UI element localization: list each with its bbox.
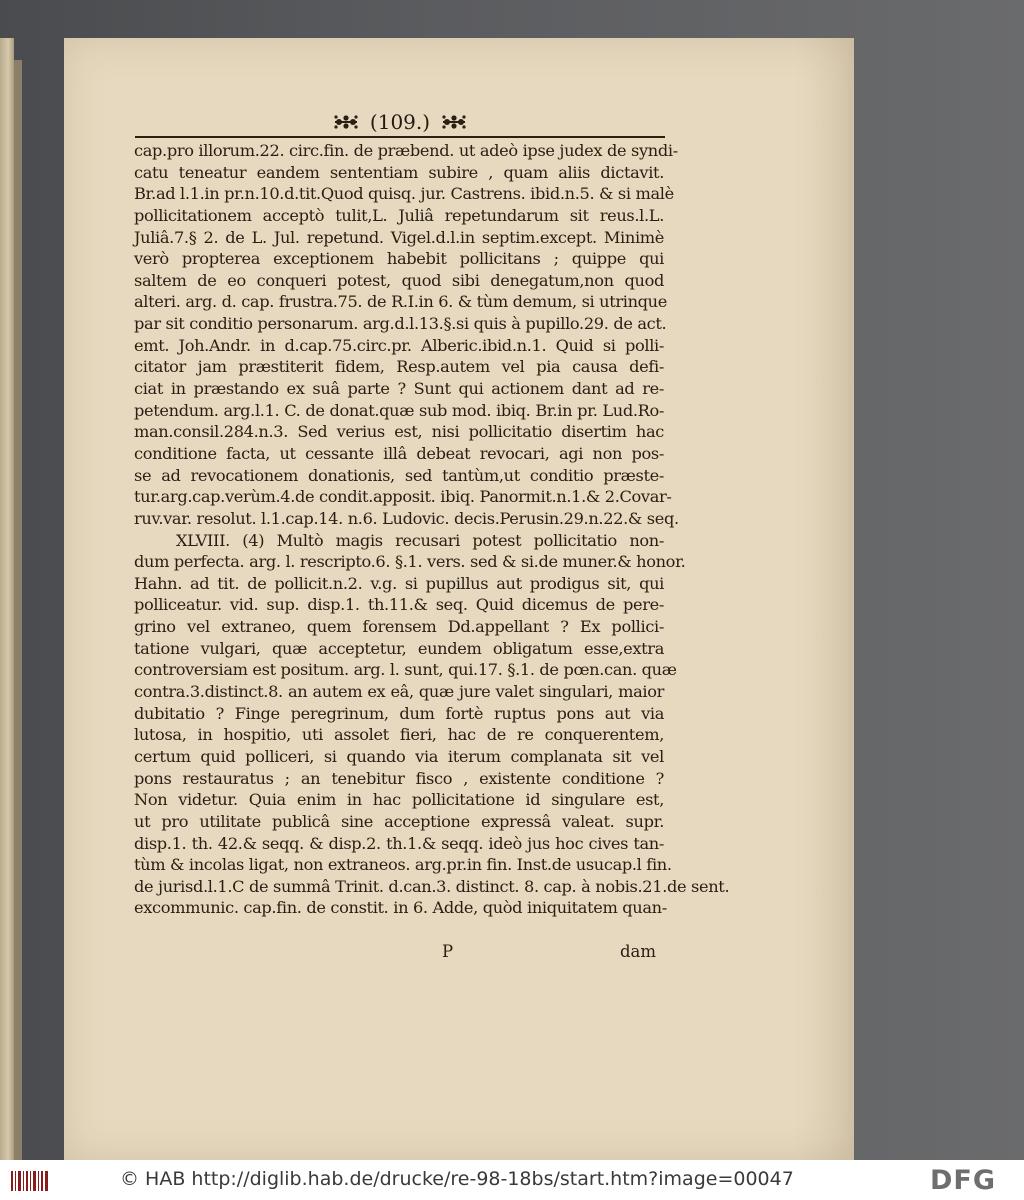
left-ornament-icon xyxy=(333,113,359,131)
text-line: emt. Joh.Andr. in d.cap.75.circ.pr. Alberic.ibid.n.1. Quid si polli- xyxy=(134,335,664,355)
barcode-icon xyxy=(10,1169,50,1193)
text-line: dubitatio ? Finge peregrinum, dum fortè ruptus pons aut via xyxy=(134,703,664,723)
viewer-footer xyxy=(0,1160,1024,1200)
text-line: Non videtur. Quia enim in hac pollicitatione id singulare est, xyxy=(134,790,664,810)
text-line: tùm & incolas ligat, non extraneos. arg.pr.in fin. Inst.de usucap.l fin. xyxy=(134,855,672,875)
text-line: ut pro utilitate publicâ sine acceptione expressâ valeat. supr. xyxy=(134,811,664,831)
text-line: Hahn. ad tit. de pollicit.n.2. v.g. si pupillus aut prodigus sit, qui xyxy=(134,573,664,593)
text-line: disp.1. th. 42.& seqq. & disp.2. th.1.& seqq. ideò jus hoc cives tan- xyxy=(134,833,664,853)
book-gutter xyxy=(14,60,22,1160)
text-line: Juliâ.7.§ 2. de L. Jul. repetund. Vigel.d.l.in septim.except. Minimè xyxy=(134,227,664,247)
signature-mark: P xyxy=(442,942,454,961)
text-line: petendum. arg.l.1. C. de donat.quæ sub mod. ibiq. Br.in pr. Lud.Ro- xyxy=(134,400,664,420)
text-line: excommunic. cap.fin. de constit. in 6. Adde, quòd iniquitatem quan- xyxy=(134,898,667,918)
text-line: tur.arg.cap.verùm.4.de condit.apposit. ibiq. Panormit.n.1.& 2.Covar- xyxy=(134,487,672,507)
text-line: citator jam præstiterit fidem, Resp.autem vel pia causa defi- xyxy=(134,357,664,377)
body-text xyxy=(134,140,730,919)
adjacent-page-edge xyxy=(0,38,14,1160)
text-line: pons restauratus ; an tenebitur fisco , existente conditione ? xyxy=(134,768,664,788)
text-line: controversiam est positum. arg. l. sunt, qui.17. §.1. de pœn.can. quæ xyxy=(134,660,677,680)
text-line: pollicitationem acceptò tulit,L. Juliâ repetundarum sit reus.l.L. xyxy=(134,205,664,225)
catchword: dam xyxy=(619,942,656,961)
right-ornament-icon xyxy=(441,113,467,131)
text-line: ciat in præstando ex suâ parte ? Sunt qui actionem dant ad re- xyxy=(134,379,664,399)
text-line: certum quid polliceri, si quando via iterum complanata sit vel xyxy=(134,746,664,766)
text-line: catu teneatur eandem sententiam subire , quam aliis dictavit. xyxy=(134,162,664,182)
text-line: tatione vulgari, quæ acceptetur, eundem obligatum esse,extra xyxy=(134,638,664,658)
text-line: de jurisd.l.1.C de summâ Trinit. d.can.3. distinct. 8. cap. à nobis.21.de sent. xyxy=(134,876,730,896)
text-line: XLVIII. (4) Multò magis recusari potest pollicitatio non- xyxy=(176,530,664,550)
text-line: lutosa, in hospitio, uti assolet fieri, hac de re conquerentem, xyxy=(134,725,664,745)
text-line: grino vel extraneo, quem forensem Dd.appellant ? Ex pollici- xyxy=(134,617,664,637)
text-line: par sit conditio personarum. arg.d.l.13.§.si quis à pupillo.29. de act. xyxy=(134,314,667,334)
text-line: conditione facta, ut cessante illâ debeat revocari, agi non pos- xyxy=(134,443,664,463)
text-line: dum perfecta. arg. l. rescripto.6. §.1. vers. sed & si.de muner.& honor. xyxy=(134,552,686,572)
text-line: contra.3.distinct.8. an autem ex eâ, quæ jure valet singulari, maior xyxy=(134,682,664,702)
text-line: saltem de eo conqueri potest, quod sibi denegatum,non quod xyxy=(134,270,664,290)
text-line: verò propterea exceptionem habebit pollicitans ; quippe qui xyxy=(134,249,664,269)
running-header xyxy=(130,110,670,138)
text-line: alteri. arg. d. cap. frustra.75. de R.I.in 6. & tùm demum, si utrinque xyxy=(134,292,667,312)
page-footer-line xyxy=(134,942,664,966)
header-rule xyxy=(135,136,665,138)
copyright-link[interactable]: © HAB http://diglib.hab.de/drucke/re-98-18bs/start.htm?image=00047 xyxy=(120,1168,794,1190)
text-line: Br.ad l.1.in pr.n.10.d.tit.Quod quisq. jur. Castrens. ibid.n.5. & si malè xyxy=(134,184,674,204)
page-number: (109.) xyxy=(369,110,431,134)
text-line: cap.pro illorum.22. circ.fin. de præbend. ut adeò ipse judex de syndi- xyxy=(134,141,678,160)
text-line: polliceatur. vid. sup. disp.1. th.11.& seq. Quid dicemus de pere- xyxy=(134,595,664,615)
text-line: ruv.var. resolut. l.1.cap.14. n.6. Ludovic. decis.Perusin.29.n.22.& seq. xyxy=(134,508,679,528)
text-line: se ad revocationem donationis, sed tantùm,ut conditio præste- xyxy=(134,465,664,485)
dfg-logo: DFG xyxy=(930,1165,997,1196)
text-line: man.consil.284.n.3. Sed verius est, nisi pollicitatio disertim hac xyxy=(134,422,664,442)
